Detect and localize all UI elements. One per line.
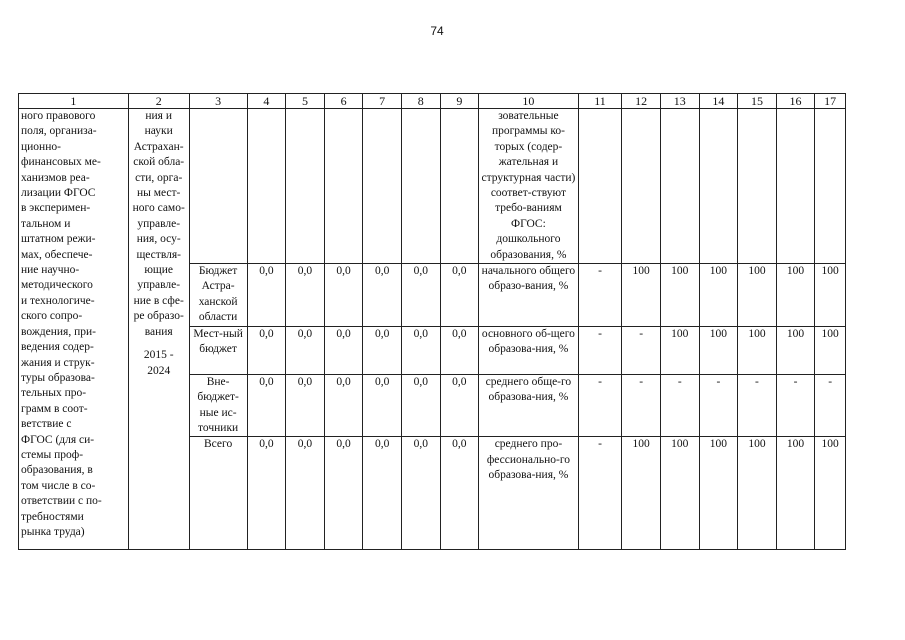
col-num: 12: [622, 94, 661, 109]
target-value: 100: [699, 264, 738, 327]
funding-value: 0,0: [440, 264, 479, 327]
target-value: 100: [699, 326, 738, 374]
funding-value: 0,0: [363, 264, 402, 327]
funding-source: Бюджет Астра-ханской области: [189, 264, 247, 327]
funding-source: Вне-бюджет-ные ис-точники: [189, 374, 247, 437]
text-line: и технологиче-: [21, 294, 95, 307]
col-num: 11: [578, 94, 622, 109]
text-line: финансовых ме-: [21, 156, 101, 169]
text-line: том числе в со-: [21, 479, 96, 492]
indicator-name: среднего про-фессионально-го образова-ния, %: [479, 437, 579, 550]
funding-source: Всего: [189, 437, 247, 550]
indicator-name: основного об-щего образова-ния, %: [479, 326, 579, 374]
target-value: -: [738, 374, 777, 437]
col-num: 3: [189, 94, 247, 109]
text-line: ФГОС (для си-: [21, 433, 95, 446]
funding-value: 0,0: [401, 264, 440, 327]
funding-value: 0,0: [286, 437, 325, 550]
funding-value: 0,0: [440, 374, 479, 437]
text-line: ние в сфе-: [133, 294, 184, 307]
target-value: 100: [815, 326, 846, 374]
text-line: грамм в соот-: [21, 402, 88, 415]
target-value: 100: [738, 264, 777, 327]
table-row: [19, 109, 846, 264]
text-line: требностями: [21, 510, 84, 523]
text-line: ведения содер-: [21, 341, 94, 354]
col-num: 15: [738, 94, 777, 109]
text-line: рынка труда): [21, 525, 85, 538]
target-value: -: [622, 374, 661, 437]
text-line: ской обла-: [133, 156, 185, 169]
text-line: науки: [144, 125, 173, 138]
col-num: 6: [324, 94, 363, 109]
target-value: -: [578, 326, 622, 374]
indicator-name: среднего обще-го образова-ния, %: [479, 374, 579, 437]
funding-value: 0,0: [401, 437, 440, 550]
period: 2015 - 2024: [143, 349, 174, 377]
target-value: -: [578, 264, 622, 327]
target-value: 100: [738, 326, 777, 374]
target-value: 100: [815, 264, 846, 327]
funding-value: 0,0: [440, 437, 479, 550]
target-value: -: [578, 374, 622, 437]
col-num: 14: [699, 94, 738, 109]
text-line: жания и струк-: [21, 356, 95, 369]
text-line: поля, организа-: [21, 125, 97, 138]
funding-value: 0,0: [247, 437, 286, 550]
indicator-name: начального общего образо-вания, %: [479, 264, 579, 327]
text-line: управле-: [137, 279, 181, 292]
funding-value: 0,0: [401, 326, 440, 374]
measure-description: [19, 109, 129, 550]
column-number-row: [19, 94, 846, 109]
text-line: ханизмов реа-: [21, 171, 90, 184]
text-line: ния, осу-: [136, 233, 181, 246]
text-line: ционно-: [21, 140, 61, 153]
target-value: 100: [660, 437, 699, 550]
target-value: -: [815, 374, 846, 437]
target-value: 100: [622, 264, 661, 327]
target-value: 100: [660, 326, 699, 374]
target-value: 100: [699, 437, 738, 550]
funding-value: 0,0: [247, 374, 286, 437]
funding-value: 0,0: [324, 437, 363, 550]
funding-value: 0,0: [286, 326, 325, 374]
text-line: ного правового: [21, 110, 96, 122]
funding-value: 0,0: [324, 326, 363, 374]
col-num: 5: [286, 94, 325, 109]
text-line: тельных про-: [21, 387, 87, 400]
target-value: -: [660, 374, 699, 437]
indicator-preschool: зовательные программы ко-торых (содер-жательная и структурная части) соответ-ствуют требо-ваниям ФГОС: дошкольного образования, %: [479, 109, 579, 264]
funding-value: 0,0: [363, 374, 402, 437]
funding-value: 0,0: [324, 264, 363, 327]
col-num: 9: [440, 94, 479, 109]
target-value: 100: [738, 437, 777, 550]
target-value: 100: [660, 264, 699, 327]
text-line: управле-: [137, 217, 181, 230]
page-number: 74: [430, 24, 444, 38]
target-value: -: [622, 326, 661, 374]
executor: [131, 109, 187, 340]
funding-value: 0,0: [247, 326, 286, 374]
target-value: 100: [776, 326, 815, 374]
target-value: 100: [622, 437, 661, 550]
text-line: лизации ФГОС: [21, 187, 96, 200]
funding-value: 0,0: [363, 326, 402, 374]
text-line: ветствие с: [21, 418, 72, 431]
text-line: в эксперимен-: [21, 202, 91, 215]
funding-source: Мест-ный бюджет: [189, 326, 247, 374]
text-line: ющие: [144, 264, 174, 277]
funding-value: 0,0: [363, 437, 402, 550]
funding-value: 0,0: [286, 374, 325, 437]
executor-and-period: [128, 109, 189, 550]
text-line: ного само-: [132, 202, 185, 215]
text-line: туры образова-: [21, 371, 95, 384]
text-line: образования, в: [21, 464, 93, 477]
text-line: вождения, при-: [21, 325, 96, 338]
target-value: -: [699, 374, 738, 437]
text-line: сти, орга-: [135, 171, 183, 184]
text-line: методического: [21, 279, 93, 292]
funding-value: 0,0: [401, 374, 440, 437]
text-line: ния и: [145, 110, 173, 122]
text-line: штатном режи-: [21, 233, 96, 246]
col-num: 1: [19, 94, 129, 109]
text-line: ответствии с по-: [21, 495, 102, 508]
col-num: 13: [660, 94, 699, 109]
text-line: стемы проф-: [21, 448, 84, 461]
target-value: 100: [776, 264, 815, 327]
text-line: тальном и: [21, 217, 71, 230]
text-line: мах, обеспече-: [21, 248, 93, 261]
funding-value: 0,0: [324, 374, 363, 437]
col-num: 2: [128, 94, 189, 109]
target-value: -: [578, 437, 622, 550]
col-num: 7: [363, 94, 402, 109]
program-table: [18, 93, 846, 550]
col-num: 10: [479, 94, 579, 109]
col-num: 16: [776, 94, 815, 109]
text-line: ре образо-: [133, 310, 184, 323]
text-line: ны мест-: [137, 187, 181, 200]
text-line: ние научно-: [21, 264, 80, 277]
text-line: вания: [144, 325, 173, 338]
funding-value: 0,0: [247, 264, 286, 327]
col-num: 4: [247, 94, 286, 109]
col-num: 17: [815, 94, 846, 109]
text-line: ского сопро-: [21, 310, 83, 323]
text-line: Астрахан-: [133, 140, 184, 153]
target-value: 100: [776, 437, 815, 550]
funding-value: 0,0: [286, 264, 325, 327]
text-line: ществля-: [136, 248, 181, 261]
target-value: 100: [815, 437, 846, 550]
col-num: 8: [401, 94, 440, 109]
funding-value: 0,0: [440, 326, 479, 374]
target-value: -: [776, 374, 815, 437]
